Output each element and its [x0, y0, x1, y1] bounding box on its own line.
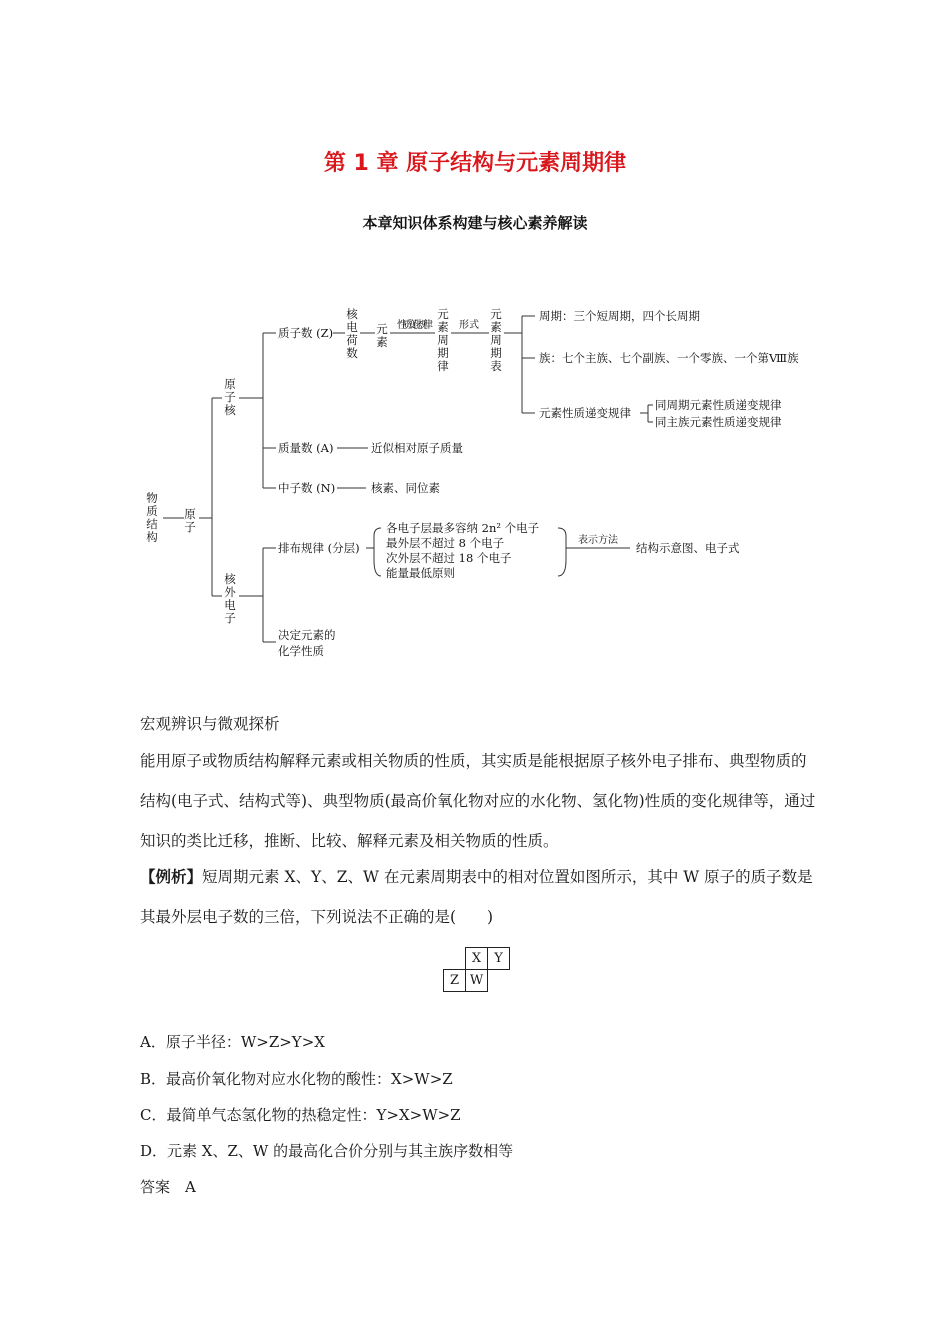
mindmap-rule: 最外层不超过 8 个电子: [386, 536, 505, 550]
mindmap-nuclear-charge: [346, 307, 358, 360]
page-subtitle: 本章知识体系构建与核心素养解读: [362, 214, 588, 232]
mindmap-proton-number: 质子数 (Z): [278, 326, 334, 340]
grid-cell-y: Y: [487, 947, 510, 970]
mindmap-arrangement: 排布规律 (分层): [278, 541, 360, 555]
mindmap-rule: 次外层不超过 18 个电子: [386, 551, 512, 565]
option-c: C．最简单气态氢化物的热稳定性：Y>X>W>Z: [140, 1106, 461, 1124]
vertical-label: 原子: [184, 507, 196, 534]
mindmap-property-label: 性质变化规律: [397, 320, 433, 331]
example-text: 短周期元素 X、Y、Z、W 在元素周期表中的相对位置如图所示，其中 W 原子的质子数是其最外层电子数的三倍，下列说法不正确的是( ): [140, 868, 813, 926]
mindmap-nuclide: 核素、同位素: [371, 481, 440, 495]
mindmap-same-group: 同主族元素性质递变规律: [655, 415, 782, 429]
grid-cell-w: W: [465, 969, 488, 992]
vertical-label: 元素周期表: [490, 307, 502, 373]
vertical-label: 元素周期律: [437, 307, 449, 373]
answer: 答案 A: [140, 1178, 196, 1196]
mindmap-root: [146, 491, 158, 544]
mindmap-neutron-number: 中子数 (N): [278, 481, 336, 495]
vertical-label: 核外电子: [224, 572, 236, 625]
mindmap-form-label: 形式: [459, 320, 479, 331]
vertical-label: 原子核: [224, 377, 236, 417]
example-block: [140, 857, 820, 937]
grid-cell-x: X: [465, 947, 488, 970]
mindmap-atom: [184, 507, 196, 534]
page-title: 第 1 章 原子结构与元素周期律: [323, 151, 627, 176]
example-tag: 【例析】: [140, 867, 203, 886]
mindmap-electrons: [224, 572, 236, 625]
option-a: A．原子半径：W>Z>Y>X: [140, 1033, 325, 1051]
option-d: D．元素 X、Z、W 的最高化合价分别与其主族序数相等: [140, 1142, 514, 1160]
mindmap-rule: 各电子层最多容纳 2n² 个电子: [386, 521, 540, 535]
vertical-label: 核电荷数: [346, 307, 358, 360]
mindmap-decide-line2: 化学性质: [278, 644, 324, 658]
mindmap-nucleus: [224, 377, 236, 417]
option-b: B．最高价氧化物对应水化物的酸性：X>W>Z: [140, 1070, 453, 1088]
mindmap-mass-number: 质量数 (A): [278, 441, 334, 455]
vertical-label: 物质结构: [146, 491, 158, 544]
mindmap-element-property-law: 元素性质递变规律: [539, 406, 631, 420]
section-heading: 宏观辨识与微观探析: [140, 715, 280, 733]
mindmap-representation: 结构示意图、电子式: [636, 541, 740, 555]
mindmap-same-period: 同周期元素性质递变规律: [655, 398, 782, 412]
mindmap-rule: 能量最低原则: [386, 566, 455, 580]
mindmap-periodic-law: [437, 307, 449, 373]
literacy-paragraph: 能用原子或物质结构解释元素或相关物质的性质，其实质是能根据原子核外电子排布、典型物质的结构(电子式、结构式等)、典型物质(最高价氧化物对应的水化物、氢化物)性质的变化规律等，通过知识的类比迁移，推断、比较、解释元素及相关物质的性质。: [140, 752, 816, 850]
mindmap-element: [376, 322, 388, 349]
mindmap-decide-line1: 决定元素的: [278, 628, 336, 642]
grid-cell-z: Z: [443, 969, 466, 992]
mindmap-periodic-table: [490, 307, 502, 373]
mindmap-group: 族：七个主族、七个副族、一个零族、一个第Ⅷ族: [539, 351, 799, 365]
mindmap-approx-mass: 近似相对原子质量: [371, 441, 463, 455]
mindmap-representation-label: 表示方法: [578, 535, 618, 546]
mindmap-period: 周期：三个短周期，四个长周期: [539, 309, 700, 323]
vertical-label: 元素: [376, 322, 388, 349]
